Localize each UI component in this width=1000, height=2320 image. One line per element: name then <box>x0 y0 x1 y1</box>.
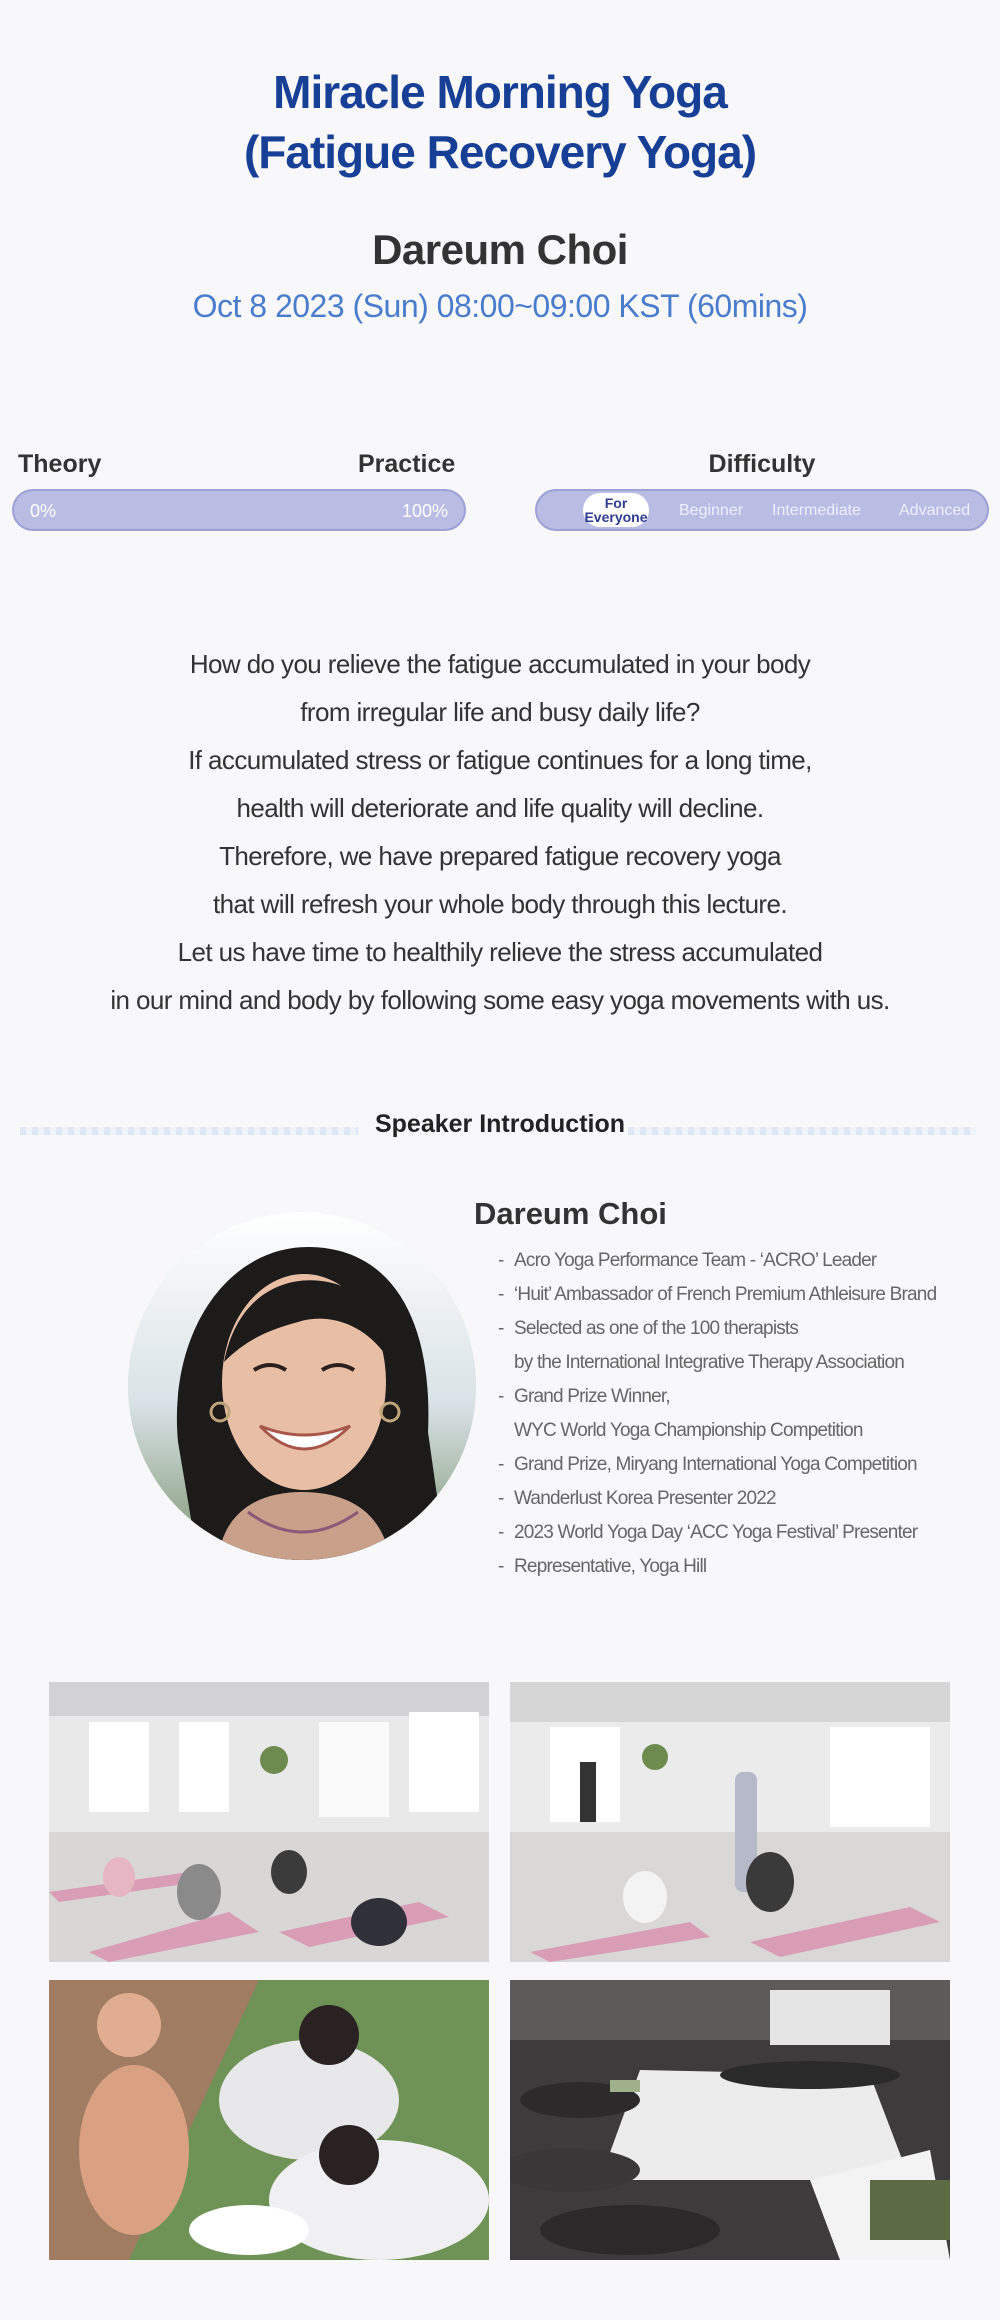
bio-item: - Acro Yoga Performance Team - ‘ACRO’ Leader <box>498 1244 978 1278</box>
description-line: Let us have time to healthily relieve the stress accumulated <box>177 937 823 967</box>
ratio-max-label: 100% <box>401 501 448 521</box>
difficulty-level-beginner: Beginner <box>679 502 744 519</box>
bio-item: - Grand Prize, Miryang International Yoga Competition <box>498 1448 978 1482</box>
gallery-photo-stretching <box>510 1682 950 1962</box>
gallery-photo-studio-relaxation <box>510 1980 950 2260</box>
description-line: If accumulated stress or fatigue continues for a long time, <box>188 745 812 775</box>
bio-item: - Representative, Yoga Hill <box>498 1550 978 1584</box>
bio-item: - 2023 World Yoga Day ‘ACC Yoga Festival’ Presenter <box>498 1516 978 1550</box>
description-line: from irregular life and busy daily life? <box>300 697 700 727</box>
title-line-1: Miracle Morning Yoga <box>273 66 727 118</box>
page-title <box>0 62 1000 182</box>
practice-label: Practice <box>358 450 456 478</box>
difficulty-bar <box>535 489 989 531</box>
speaker-photo <box>128 1212 476 1560</box>
bio-item: - Selected as one of the 100 therapists by the International Integrative Therapy Association <box>498 1312 978 1380</box>
description-line: in our mind and body by following some easy yoga movements with us. <box>110 985 890 1015</box>
difficulty-level-advanced: Advanced <box>899 502 971 519</box>
difficulty-level-intermediate: Intermediate <box>772 502 861 519</box>
gallery-photo-studio-class <box>49 1682 489 1962</box>
speaker-section-title: Speaker Introduction <box>374 1110 626 1138</box>
description-line: that will refresh your whole body through this lecture. <box>213 889 787 919</box>
theory-practice-bar <box>12 489 466 531</box>
description-line: How do you relieve the fatigue accumulated in your body <box>189 649 811 679</box>
for-everyone-line-2: Everyone <box>584 509 648 525</box>
instructor-name: Dareum Choi <box>372 226 628 273</box>
speaker-bio-list <box>498 1244 978 1584</box>
gallery-photo-outdoor-yoga <box>49 1980 489 2260</box>
description-line: Therefore, we have prepared fatigue recovery yoga <box>219 841 781 871</box>
title-line-2: (Fatigue Recovery Yoga) <box>243 126 757 178</box>
ratio-min-label: 0% <box>30 501 57 521</box>
difficulty-level-for-everyone <box>583 493 649 527</box>
bio-item: - Wanderlust Korea Presenter 2022 <box>498 1482 978 1516</box>
theory-label: Theory <box>18 450 102 478</box>
difficulty-label: Difficulty <box>708 450 816 478</box>
description-line: health will deteriorate and life quality will decline. <box>236 793 764 823</box>
bio-item: - ‘Huit’ Ambassador of French Premium Athleisure Brand <box>498 1278 978 1312</box>
bio-item: - Grand Prize Winner, WYC World Yoga Championship Competition <box>498 1380 978 1448</box>
class-description <box>60 640 940 1024</box>
speaker-name: Dareum Choi <box>474 1196 667 1231</box>
class-datetime: Oct 8 2023 (Sun) 08:00~09:00 KST (60mins) <box>192 288 808 324</box>
for-everyone-line-1: For <box>604 495 628 511</box>
